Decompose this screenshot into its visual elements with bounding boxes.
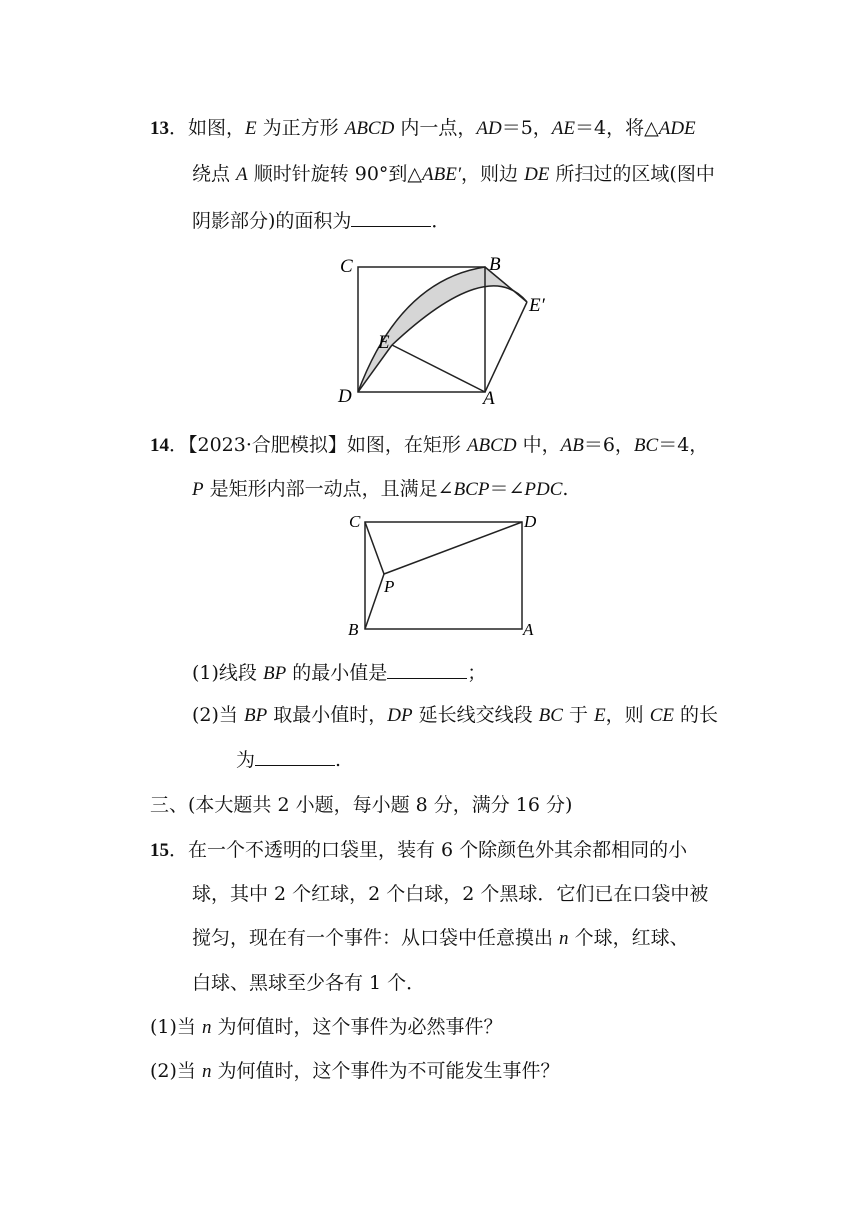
q15-sub1: (1)当 n 为何值时，这个事件为必然事件？ [150,1016,503,1038]
q14-sub1: (1)线段 BP 的最小值是 ； [192,662,487,684]
q13-label-eprime: E′ [529,295,545,316]
q15-line-3: 搅匀，现在有一个事件：从口袋中任意摸出 n 个球，红球、 [192,927,689,949]
q14-segment-bp [365,574,384,629]
q14-figure [340,510,550,640]
q13-line-1: 13．如图，E 为正方形 ABCD 内一点，AD＝5，AE＝4，将△ADE [150,117,696,139]
q14-label-c: C [349,512,361,531]
q15-line-1: 15．在一个不透明的口袋里，装有 6 个除颜色外其余都相同的小 [150,839,688,861]
q14-label-d: D [524,512,537,531]
q14-sub2-line-1: (2)当 BP 取最小值时，DP 延长线交线段 BC 于 E，则 CE 的长 [192,704,719,726]
q13-segment-ea2 [485,302,527,392]
q14-line-1: 14．【2023·合肥模拟】如图，在矩形 ABCD 中，AB＝6，BC＝4， [150,434,709,456]
q14-label-p: P [384,577,395,596]
q13-line-3: 阴影部分)的面积为 ． [192,210,451,232]
q13-label-c: C [340,256,353,277]
q13-label-a: A [483,388,495,409]
q14-number: 14 [150,435,169,456]
q15-number: 15 [150,840,169,861]
q13-shaded-region [358,267,527,392]
q14-line-2: P 是矩形内部一动点，且满足∠BCP＝∠PDC. [192,478,569,500]
q15-line-2: 球，其中 2 个红球，2 个白球，2 个黑球．它们已在口袋中被 [192,883,709,905]
q14-label-b: B [348,620,359,639]
q13-label-b: B [489,254,501,275]
q13-label-d: D [338,386,352,407]
q14-sub1-answer-blank [387,660,467,679]
q13-segment-ea [392,345,485,392]
q15-sub2: (2)当 n 为何值时，这个事件为不可能发生事件？ [150,1060,560,1082]
q13-figure [330,250,560,410]
q14-rectangle [365,522,522,629]
q13-number: 13 [150,118,169,139]
q15-line-4: 白球、黑球至少各有 1 个． [192,972,426,994]
q13-line-2: 绕点 A 顺时针旋转 90°到△ABE′，则边 DE 所扫过的区域(图中 [192,163,715,185]
q14-segment-cp [365,522,384,574]
q14-sub2-line-2: 为 . [236,749,342,771]
q14-segment-dp [384,522,522,574]
q14-sub2-answer-blank [255,747,335,766]
q14-label-a: A [523,620,534,639]
section-3-title: 三、(本大题共 2 小题，每小题 8 分，满分 16 分) [150,794,573,816]
q13-label-e: E [378,332,390,353]
q13-answer-blank [351,208,431,227]
